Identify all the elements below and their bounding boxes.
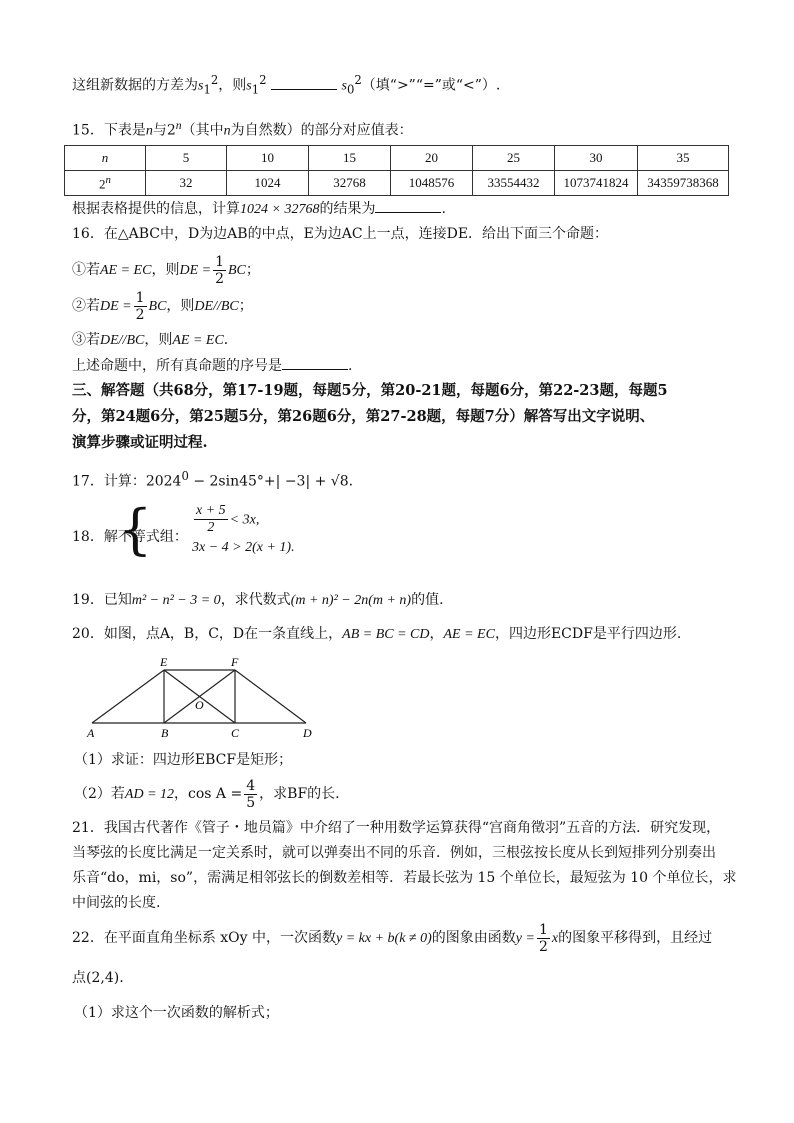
q16-prop3 [72, 330, 238, 351]
fraction [213, 254, 226, 287]
table-cell: 20 [391, 146, 473, 171]
text: ，求BF的长. [259, 786, 340, 802]
table-cell: 33554432 [473, 171, 555, 196]
math-expr: 1024 × 32768 [240, 202, 320, 217]
label-F: F [231, 655, 239, 669]
numerator: 1 [215, 253, 224, 270]
label-D: D [303, 726, 312, 740]
q14-tail-line [72, 70, 500, 99]
text: ， [174, 786, 189, 802]
text: 与 [152, 122, 167, 139]
text: ，四边形ECDF是平行四边形. [494, 626, 682, 642]
numerator: x + 5 [196, 503, 226, 518]
denominator: 5 [246, 794, 256, 811]
text: ①若 [72, 262, 100, 278]
sub: 1 [203, 82, 211, 97]
math-expr: DE//BC [100, 333, 145, 348]
q21-line2 [72, 843, 716, 863]
label-O: O [195, 698, 204, 712]
section3-heading-1 [72, 381, 668, 401]
text: 分，第24题6分，第25题5分，第26题6分，第27-28题，每题7分）解答写出文字说明、 [72, 408, 655, 425]
q21-line1 [72, 818, 720, 838]
math-expr: AE = EC [172, 333, 224, 348]
q16-ask [72, 356, 352, 376]
text: ，则 [166, 298, 195, 314]
text: 根据表格提供的信息，计算 [72, 201, 240, 217]
fraction [244, 778, 257, 811]
q22-sub1 [74, 1003, 279, 1023]
table-cell: 30 [555, 146, 638, 171]
text: 的图象平移得到，且经过 [558, 930, 713, 946]
q21-line4 [72, 893, 160, 913]
text: . [441, 201, 446, 217]
math-expr: AB = BC = CD [342, 627, 430, 642]
table-cell [65, 171, 146, 196]
q15-intro [72, 116, 413, 142]
text: 中间弦的长度. [72, 895, 161, 911]
math-expr: x [551, 931, 559, 946]
q14-text: 这组新数据的方差为 [72, 77, 198, 94]
text: 16．在△ABC中，D为边AB的中点，E为边AC上一点，连接DE．给出下面三个命题： [72, 226, 609, 242]
text: 演算步骤或证明过程. [72, 434, 208, 451]
text: ，则 [151, 262, 180, 278]
sup: 2 [259, 73, 267, 87]
table-cell: 15 [309, 146, 391, 171]
math-expr: m² − n² − 3 = 0 [131, 593, 221, 608]
text: 的结果为 [319, 201, 376, 217]
var-s1: s [198, 78, 204, 94]
base: 2 [166, 122, 176, 139]
q19 [72, 590, 444, 611]
math-expr: < 3x, [229, 512, 260, 528]
math-expr: AE = EC [100, 263, 152, 278]
text: 19．已知 [72, 592, 132, 608]
var-n: n [223, 123, 231, 139]
math-expr: DE = [179, 263, 212, 278]
value-table [64, 145, 729, 196]
label-E: E [160, 655, 168, 669]
text: ，求代数式 [220, 592, 291, 608]
text: . [348, 358, 353, 374]
text: （其中 [181, 122, 224, 139]
fraction [194, 503, 228, 536]
q16-intro [72, 224, 608, 244]
text: （1）求这个一次函数的解析式； [74, 1005, 279, 1021]
q16-prop2 [72, 288, 253, 325]
sup: 2 [210, 73, 219, 87]
system-brace: { [118, 498, 153, 561]
text: 三、解答题（共68分，第17-19题，每题5分，第20-21题，每题6分，第22-23题，每题5 [72, 382, 668, 399]
table-cell: 10 [227, 146, 309, 171]
math-expr: AD = 12 [124, 787, 175, 802]
numerator: 4 [246, 777, 256, 794]
line-AE [92, 670, 164, 723]
text: 上述命题中，所有真命题的序号是 [72, 358, 282, 374]
math-expr: (2,4) [86, 970, 120, 986]
text: 17．计算： [72, 473, 146, 490]
label-A: A [87, 726, 95, 740]
q22-line2 [72, 968, 124, 988]
q17 [72, 466, 353, 492]
section3-heading-3 [72, 433, 208, 453]
text: . [348, 473, 354, 490]
fraction [537, 922, 550, 955]
q14-text: （填“>”“=”或“<”）. [361, 77, 501, 94]
fraction [134, 290, 147, 323]
math-expr: y = [515, 931, 535, 946]
math-expr: y = kx + b(k ≠ 0) [336, 931, 432, 946]
table-cell: 1048576 [391, 171, 473, 196]
var-n: n [145, 123, 153, 139]
base: 2 [99, 176, 106, 192]
table-cell: 5 [146, 146, 227, 171]
text: 当琴弦的长度比满足一定关系时，就可以弹奏出不同的乐音．例如，三根弦按长度从长到短排列分别奏出 [72, 845, 716, 861]
label-B: B [161, 726, 169, 740]
numerator: 1 [538, 921, 548, 938]
text: ， [429, 626, 444, 642]
table-cell: 32 [146, 171, 227, 196]
table-cell: 34359738368 [638, 171, 729, 196]
line-FD [235, 670, 306, 723]
text: 22．在平面直角坐标系 xOy 中，一次函数 [72, 930, 336, 946]
denominator: 2 [215, 270, 224, 287]
table-row [65, 146, 729, 171]
sub: 1 [251, 82, 260, 97]
math-expr: 2024 [145, 473, 182, 490]
answer-blank[interactable] [375, 200, 441, 213]
text: 20．如图，点A，B，C，D在一条直线上， [72, 626, 343, 642]
answer-blank[interactable] [282, 357, 348, 370]
q15-ask [72, 199, 446, 220]
text: ． [223, 332, 238, 348]
math-expr: (m + n)² − 2n(m + n) [290, 593, 412, 608]
inequality-2: 3x − 4 > 2(x + 1). [192, 540, 295, 555]
text: （1）求证：四边形EBCF是矩形； [74, 752, 293, 768]
math-expr: − 2sin45°+| −3| + √8 [188, 473, 349, 490]
text: ，则 [144, 332, 173, 348]
inequality-1 [192, 503, 295, 536]
table-cell: n [65, 146, 146, 171]
text: . [119, 970, 124, 986]
q16-prop1 [72, 252, 260, 289]
q20-sub1 [74, 750, 292, 770]
inequality-system [192, 503, 295, 556]
text: 的图象由函数 [431, 930, 516, 946]
q14-text: ，则 [218, 77, 247, 94]
text: ； [238, 298, 253, 314]
section3-heading-2 [72, 407, 654, 427]
math-expr: BC [148, 299, 167, 314]
denominator: 2 [207, 520, 215, 535]
text: 为自然数）的部分对应值表： [230, 122, 413, 139]
math-expr: BC [227, 263, 246, 278]
table-cell: 1073741824 [555, 171, 638, 196]
exp: n [175, 119, 182, 132]
q22-line1 [72, 920, 712, 957]
text: （2）若 [74, 786, 125, 802]
text: 的值. [411, 592, 444, 608]
q20-sub2 [74, 776, 340, 813]
table-cell: 1024 [227, 171, 309, 196]
text: 18．解不等式组： [72, 529, 188, 545]
sup: 2 [354, 73, 362, 87]
q21-line3 [72, 868, 737, 888]
math-expr: DE//BC [194, 299, 239, 314]
table-cell: 32768 [309, 171, 391, 196]
math-expr: DE = [100, 299, 132, 314]
math-expr: AE = EC [443, 627, 495, 642]
q20 [72, 624, 681, 645]
numerator: 1 [135, 289, 145, 306]
denominator: 2 [135, 306, 145, 323]
var-s1b: s [246, 78, 252, 94]
table-row [65, 171, 729, 196]
table-cell: 35 [638, 146, 729, 171]
sub: 0 [346, 82, 355, 97]
math-expr: cos A = [188, 786, 243, 802]
geometry-figure [84, 654, 344, 740]
sup: 0 [181, 469, 189, 483]
text: 点 [72, 970, 86, 986]
denominator: 2 [538, 938, 548, 955]
text: ②若 [72, 298, 100, 314]
answer-blank[interactable] [271, 77, 337, 90]
table-cell: 25 [473, 146, 555, 171]
text: 15．下表是 [72, 122, 146, 139]
exp: n [105, 173, 111, 186]
label-C: C [231, 726, 240, 740]
text: 21．我国古代著作《管子・地员篇》中介绍了一种用数学运算获得“宫商角徵羽”五音的方法．研究发现， [72, 820, 721, 836]
text: ； [245, 262, 260, 278]
text: ③若 [72, 332, 100, 348]
var-s0: s [341, 78, 347, 94]
text: 乐音“do，mi，so”，需满足相邻弦长的倒数差相等．若最长弦为 15 个单位长，最短弦为 10 个单位长，求 [72, 870, 737, 886]
